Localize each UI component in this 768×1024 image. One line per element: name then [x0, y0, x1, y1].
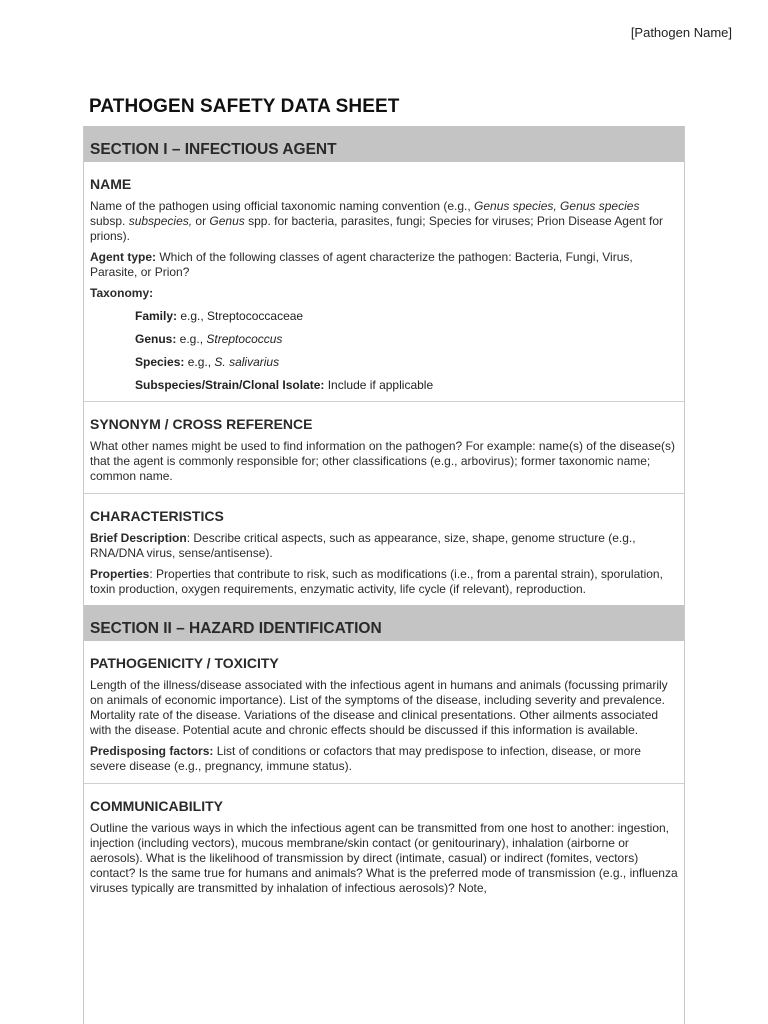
- pathogenicity-description: Length of the illness/disease associated with the infectious agent in humans and animals (focussing primarily on animals of economic importance). List of the symptoms of the disease, including severity and prevalence. Mortality rate of the disease. Variations of the disease and clinical presentations. Other ailments associated with the disease. Potential acute and chronic effects should be discussed if this information is available.: [90, 678, 668, 737]
- name-block: [84, 162, 684, 402]
- characteristics-heading: CHARACTERISTICS: [90, 508, 224, 524]
- taxonomy-family: Family: e.g., Streptococcaceae: [135, 309, 304, 323]
- communicability-heading: COMMUNICABILITY: [90, 798, 223, 814]
- synonym-heading: SYNONYM / CROSS REFERENCE: [90, 416, 313, 432]
- brief-description: Brief Description: Describe critical aspects, such as appearance, size, shape, genome structure (e.g., RNA/DNA virus, sense/antisense).: [90, 531, 636, 560]
- document-title: PATHOGEN SAFETY DATA SHEET: [89, 96, 400, 117]
- name-description: Name of the pathogen using official taxonomic naming convention (e.g., Genus species, Genus species subsp. subspecies, or Genus spp. for bacteria, parasites, fungi; Species for viruses; Prion Disease Agent for prions).: [90, 199, 663, 243]
- taxonomy-genus: Genus: e.g., Streptococcus: [135, 332, 283, 346]
- characteristics-block: [84, 494, 684, 597]
- pathogenicity-block: [84, 641, 684, 784]
- taxonomy-subspecies: Subspecies/Strain/Clonal Isolate: Include if applicable: [135, 378, 434, 392]
- taxonomy-label: Taxonomy:: [90, 286, 154, 300]
- section-2-heading: SECTION II – HAZARD IDENTIFICATION: [84, 605, 684, 641]
- name-heading: NAME: [90, 176, 132, 192]
- taxonomy-species: Species: e.g., S. salivarius: [135, 355, 280, 369]
- pathogen-name-tag: [Pathogen Name]: [630, 25, 732, 40]
- predisposing-factors: Predisposing factors: List of conditions or cofactors that may predispose to infection, disease, or more severe disease (e.g., pregnancy, immune status).: [90, 744, 641, 773]
- pathogenicity-heading: PATHOGENICITY / TOXICITY: [90, 655, 279, 671]
- synonym-description: What other names might be used to find information on the pathogen? For example: name(s) of the disease(s) that the agent is commonly responsible for; other classifications (e.g., arbovirus); former taxonomic name; common name.: [90, 439, 675, 483]
- communicability-description: Outline the various ways in which the infectious agent can be transmitted from one host to another: ingestion, injection (including vectors), mucous membrane/skin contact (or genitourinary), inhalation (airborne or aerosols). What is the likelihood of transmission by direct (intimate, casual) or indirect (fomites, vectors) contact? Is the same true for humans and animals? What is the preferred mode of transmission (e.g., influenza viruses typically are transmitted by inhalation of infectious aerosols)? Note,: [90, 821, 678, 895]
- data-sheet: [83, 126, 685, 1024]
- properties-description: Properties: Properties that contribute to risk, such as modifications (i.e., from a parental strain), sporulation, toxin production, oxygen requirements, enzymatic activity, life cycle (if relevant), reproduction.: [90, 567, 663, 596]
- agent-type: Agent type: Which of the following classes of agent characterize the pathogen: Bacteria, Fungi, Virus, Parasite, or Prion?: [90, 250, 633, 279]
- communicability-block: [84, 784, 684, 896]
- synonym-block: [84, 402, 684, 494]
- section-1-heading: SECTION I – INFECTIOUS AGENT: [84, 126, 684, 162]
